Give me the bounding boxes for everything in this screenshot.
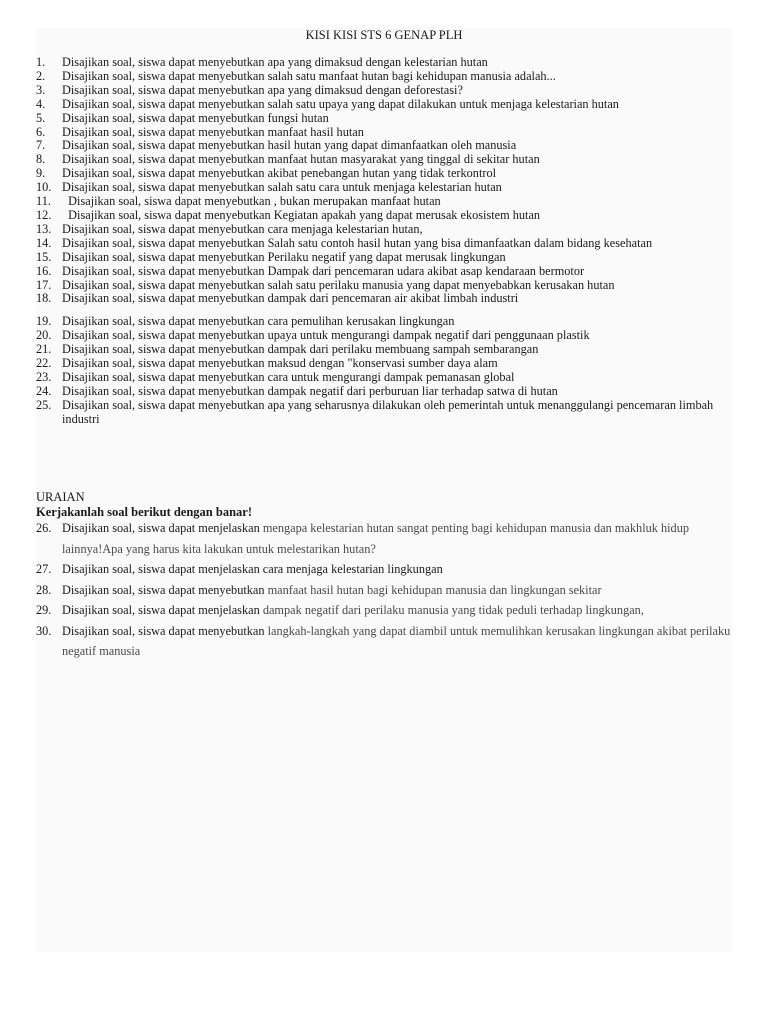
essay-item [36, 580, 736, 601]
item-number: 24. [36, 383, 52, 398]
item-number: 29. [36, 603, 52, 617]
item-text: Disajikan soal, siswa dapat menyebutkan hasil hutan yang dapat dimanfaatkan oleh manusia [62, 138, 517, 153]
item-text: Disajikan soal, siswa dapat menyebutkan salah satu manfaat hutan bagi kehidupan manusia adalah... [62, 68, 556, 83]
item-number: 23. [36, 369, 52, 384]
item-text: Disajikan soal, siswa dapat menyebutkan Perilaku negatif yang dapat merusak lingkungan [62, 249, 506, 264]
item-text: Disajikan soal, siswa dapat menyebutkan Kegiatan apakah yang dapat merusak ekosistem hutan [62, 207, 541, 222]
item-text: Disajikan soal, siswa dapat menyebutkan apa yang dimaksud dengan kelestarian hutan [62, 55, 488, 69]
item-text: Disajikan soal, siswa dapat menyebutkan dampak dari perilaku membuang sampah sembarangan [62, 342, 539, 357]
item-text: Disajikan soal, siswa dapat menyebutkan cara pemulihan kerusakan lingkungan [62, 314, 455, 329]
essay-item [36, 559, 736, 580]
item-number: 13. [36, 221, 52, 236]
essay-lead-text: Disajikan soal, siswa dapat menyebutkan [62, 623, 268, 638]
essay-item [36, 518, 736, 559]
list-item [36, 126, 732, 140]
list-item [36, 315, 732, 329]
list-item [36, 167, 732, 181]
item-number: 1. [36, 55, 46, 69]
item-number: 3. [36, 82, 46, 97]
item-text: Disajikan soal, siswa dapat menyebutkan , bukan merupakan manfaat hutan [62, 194, 441, 209]
item-number: 18. [36, 291, 52, 306]
item-number: 22. [36, 356, 52, 371]
item-text: Disajikan soal, siswa dapat menyebutkan manfaat hutan masyarakat yang tinggal di sekitar hutan [62, 152, 540, 167]
item-text: Disajikan soal, siswa dapat menyebutkan fungsi hutan [62, 110, 329, 125]
item-number: 19. [36, 314, 52, 329]
item-number: 27. [36, 562, 52, 576]
list-item [36, 84, 732, 98]
item-number: 25. [36, 397, 52, 412]
list-item [36, 112, 732, 126]
item-text: Disajikan soal, siswa dapat menyebutkan salah satu upaya yang dapat dilakukan untuk menjaga kelestarian hutan [62, 96, 619, 111]
essay-list [36, 518, 736, 662]
item-number: 14. [36, 235, 52, 250]
essay-rest-text: dampak negatif dari perilaku manusia yang tidak peduli terhadap lingkungan, [262, 603, 644, 617]
item-number: 8. [36, 152, 46, 167]
essay-lead-text: Disajikan soal, siswa dapat menjelaskan [62, 521, 263, 535]
essay-item [36, 621, 736, 662]
item-text: Disajikan soal, siswa dapat menyebutkan cara menjaga kelestarian hutan, [62, 221, 423, 236]
list-item [36, 153, 732, 167]
item-text: Disajikan soal, siswa dapat menyebutkan Dampak dari pencemaran udara akibat asap kendaraan bermotor [62, 263, 585, 278]
item-number: 15. [36, 249, 52, 264]
uraian-heading: URAIAN [36, 490, 85, 504]
item-text: Disajikan soal, siswa dapat menyebutkan Salah satu contoh hasil hutan yang bisa dimanfaatkan dalam bidang kesehatan [62, 235, 653, 250]
essay-rest-text: mengapa kelestarian hutan sangat penting bagi kehidupan manusia dan makhluk hidup lainnya!Apa yang harus kita lakukan untuk melestarikan hutan? [62, 521, 689, 556]
list-item [36, 385, 732, 399]
list-item [36, 139, 732, 153]
instruction-text: Kerjakanlah soal berikut dengan banar! [36, 505, 253, 519]
item-number: 28. [36, 582, 52, 597]
item-number: 17. [36, 277, 52, 292]
item-number: 20. [36, 328, 52, 343]
list-item [36, 70, 732, 84]
item-number: 5. [36, 110, 46, 125]
document-title: KISI KISI STS 6 GENAP PLH [305, 28, 463, 42]
list-item [36, 195, 732, 209]
item-number: 6. [36, 124, 46, 139]
list-item [36, 371, 732, 385]
item-number: 7. [36, 138, 46, 153]
multiple-choice-list [36, 56, 732, 427]
list-item [36, 329, 732, 343]
item-number: 26. [36, 521, 52, 535]
list-item [36, 343, 732, 357]
list-item [36, 237, 732, 251]
item-number: 2. [36, 68, 46, 83]
list-item [36, 209, 732, 223]
item-text: Disajikan soal, siswa dapat menyebutkan upaya untuk mengurangi dampak negatif dari penggunaan plastik [62, 328, 590, 343]
item-text: Disajikan soal, siswa dapat menyebutkan salah satu cara untuk menjaga kelestarian hutan [62, 180, 502, 195]
item-number: 12. [36, 207, 52, 222]
item-text: Disajikan soal, siswa dapat menyebutkan manfaat hasil hutan [62, 124, 364, 139]
essay-rest-text: langkah-langkah yang dapat diambil untuk memulihkan kerusakan lingkungan akibat perilaku negatif manusia [62, 623, 731, 658]
essay-item [36, 600, 736, 621]
item-text: Disajikan soal, siswa dapat menyebutkan akibat penebangan hutan yang tidak terkontrol [62, 166, 497, 181]
item-text: Disajikan soal, siswa dapat menyebutkan dampak negatif dari perburuan liar terhadap satwa di hutan [62, 383, 558, 398]
list-item [36, 251, 732, 265]
document-page [36, 28, 732, 952]
item-number: 9. [36, 166, 46, 181]
item-number: 21. [36, 342, 52, 357]
list-item [36, 98, 732, 112]
item-text: Disajikan soal, siswa dapat menyebutkan dampak dari pencemaran air akibat limbah industri [62, 291, 519, 306]
list-item [36, 292, 732, 306]
item-number: 16. [36, 263, 52, 278]
list-item [36, 223, 732, 237]
item-number: 30. [36, 623, 52, 638]
list-item [36, 181, 732, 195]
item-text: Disajikan soal, siswa dapat menyebutkan salah satu perilaku manusia yang dapat menyebabkan kerusakan hutan [62, 277, 615, 292]
essay-rest-text: manfaat hasil hutan bagi kehidupan manusia dan lingkungan sekitar [267, 582, 602, 597]
essay-lead-text: Disajikan soal, siswa dapat menjelaskan [62, 603, 263, 617]
item-number: 10. [36, 180, 52, 195]
item-text: Disajikan soal, siswa dapat menyebutkan cara untuk mengurangi dampak pemanasan global [62, 369, 515, 384]
essay-lead-text: Disajikan soal, siswa dapat menyebutkan [62, 582, 268, 597]
list-item [36, 265, 732, 279]
list-item [36, 357, 732, 371]
list-item [36, 279, 732, 293]
essay-lead-text: Disajikan soal, siswa dapat menjelaskan cara menjaga kelestarian lingkungan [62, 562, 443, 576]
item-text: Disajikan soal, siswa dapat menyebutkan apa yang seharusnya dilakukan oleh pemerintah untuk menanggulangi pencemaran limbah industri [62, 397, 714, 426]
item-text: Disajikan soal, siswa dapat menyebutkan apa yang dimaksud dengan deforestasi? [62, 82, 463, 97]
item-text: Disajikan soal, siswa dapat menyebutkan maksud dengan "konservasi sumber daya alam [62, 356, 498, 371]
item-number: 4. [36, 96, 46, 111]
list-item [36, 399, 732, 427]
item-number: 11. [36, 194, 51, 209]
list-item [36, 56, 732, 70]
